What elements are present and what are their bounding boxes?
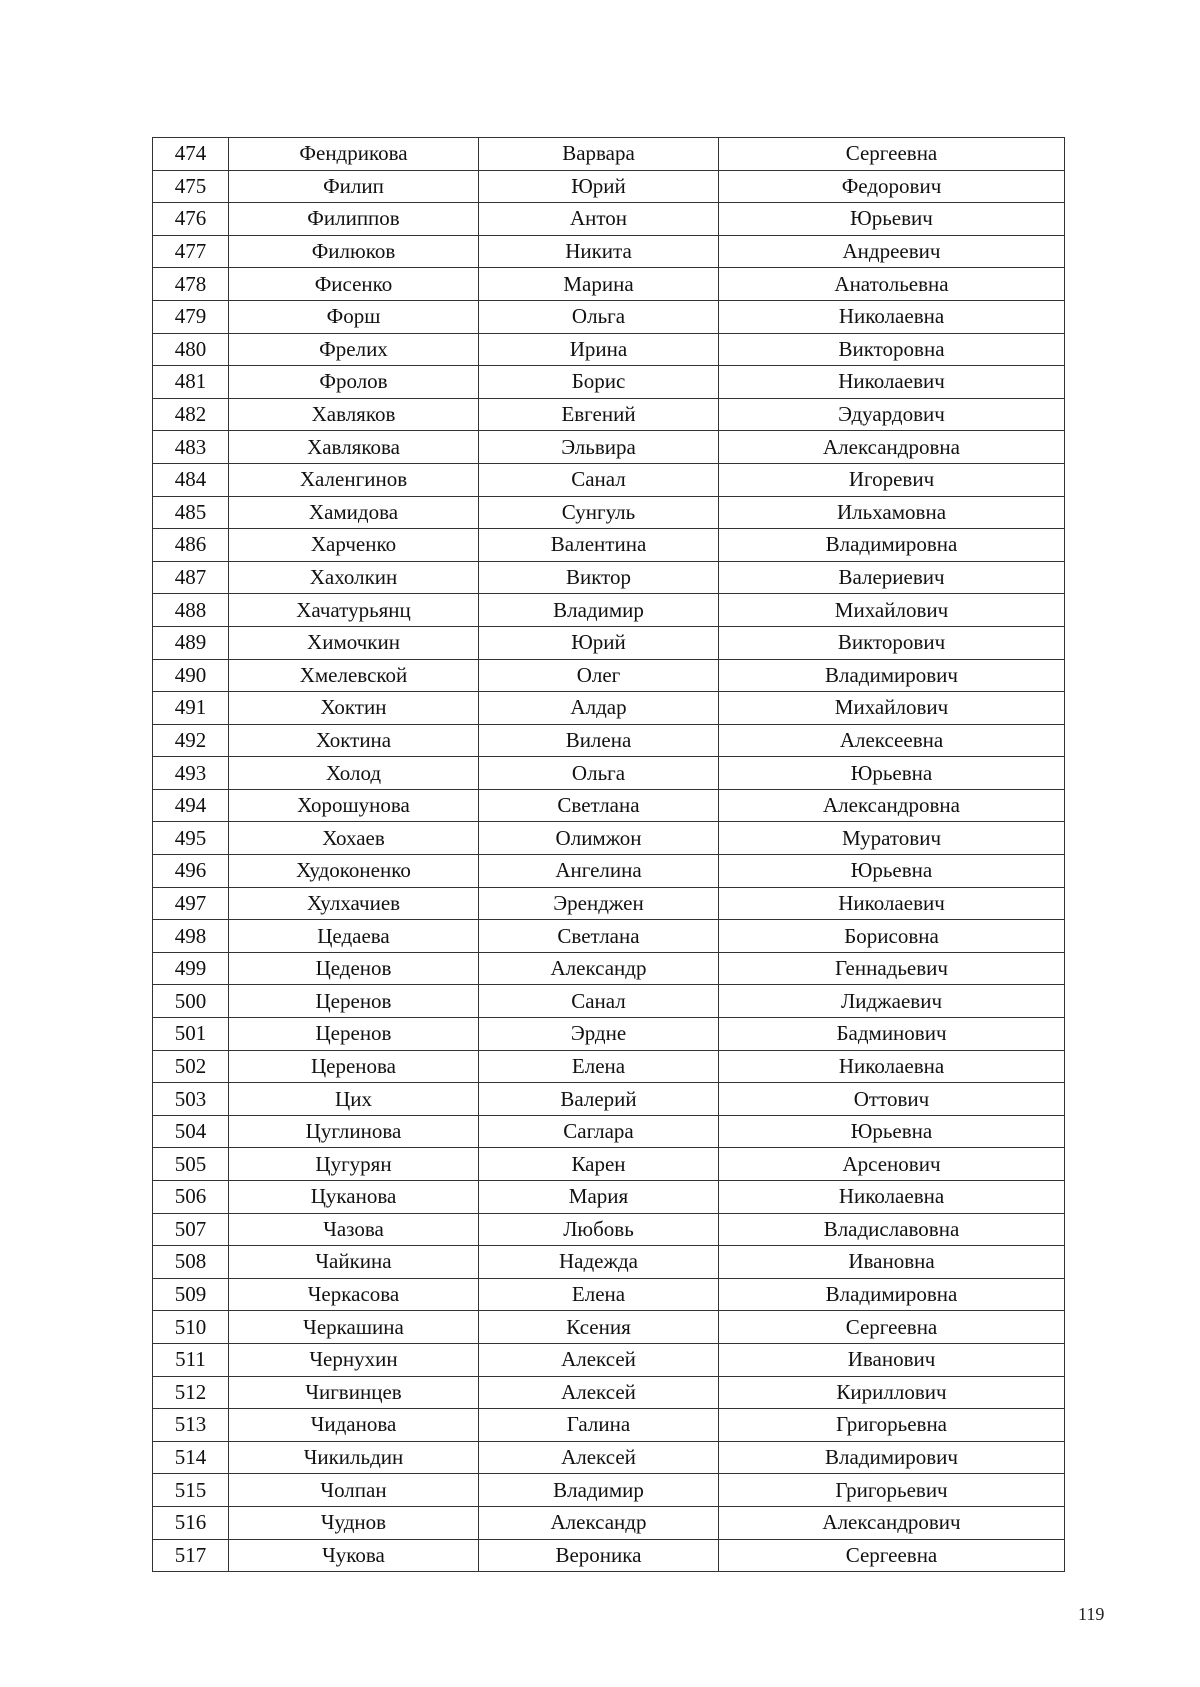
patronymic-cell: Николаевна <box>719 1181 1065 1214</box>
row-number-cell: 506 <box>153 1181 229 1214</box>
first-name-cell: Светлана <box>479 920 719 953</box>
row-number-cell: 477 <box>153 235 229 268</box>
page-number: 119 <box>1078 1604 1105 1624</box>
row-number-cell: 476 <box>153 203 229 236</box>
patronymic-cell: Юрьевна <box>719 757 1065 790</box>
table-row <box>153 398 1065 431</box>
table-row <box>153 1083 1065 1116</box>
table-row <box>153 594 1065 627</box>
patronymic-cell: Анатольевна <box>719 268 1065 301</box>
table-row <box>153 529 1065 562</box>
table-row <box>153 235 1065 268</box>
patronymic-cell: Сергеевна <box>719 1539 1065 1572</box>
table-row <box>153 855 1065 888</box>
row-number-cell: 494 <box>153 789 229 822</box>
first-name-cell: Олег <box>479 659 719 692</box>
last-name-cell: Чернухин <box>229 1343 479 1376</box>
table-row <box>153 1474 1065 1507</box>
first-name-cell: Эрдне <box>479 1018 719 1051</box>
row-number-cell: 515 <box>153 1474 229 1507</box>
table-row <box>153 1311 1065 1344</box>
table-row <box>153 431 1065 464</box>
row-number-cell: 493 <box>153 757 229 790</box>
patronymic-cell: Николаевна <box>719 1050 1065 1083</box>
patronymic-cell: Викторович <box>719 626 1065 659</box>
table-row <box>153 1441 1065 1474</box>
patronymic-cell: Николаевич <box>719 887 1065 920</box>
first-name-cell: Владимир <box>479 594 719 627</box>
first-name-cell: Мария <box>479 1181 719 1214</box>
row-number-cell: 509 <box>153 1278 229 1311</box>
first-name-cell: Галина <box>479 1409 719 1442</box>
table-row <box>153 985 1065 1018</box>
last-name-cell: Фендрикова <box>229 138 479 171</box>
last-name-cell: Хулхачиев <box>229 887 479 920</box>
row-number-cell: 481 <box>153 366 229 399</box>
table-row <box>153 659 1065 692</box>
row-number-cell: 507 <box>153 1213 229 1246</box>
table-row <box>153 692 1065 725</box>
last-name-cell: Худоконенко <box>229 855 479 888</box>
first-name-cell: Юрий <box>479 626 719 659</box>
table-row <box>153 1539 1065 1572</box>
last-name-cell: Церенов <box>229 1018 479 1051</box>
last-name-cell: Хахолкин <box>229 561 479 594</box>
table-row <box>153 1343 1065 1376</box>
last-name-cell: Цедаева <box>229 920 479 953</box>
table-row <box>153 1181 1065 1214</box>
row-number-cell: 508 <box>153 1246 229 1279</box>
last-name-cell: Чолпан <box>229 1474 479 1507</box>
row-number-cell: 498 <box>153 920 229 953</box>
patronymic-cell: Владимирович <box>719 1441 1065 1474</box>
patronymic-cell: Алексеевна <box>719 724 1065 757</box>
first-name-cell: Юрий <box>479 170 719 203</box>
last-name-cell: Чикильдин <box>229 1441 479 1474</box>
last-name-cell: Филип <box>229 170 479 203</box>
patronymic-cell: Владимирович <box>719 659 1065 692</box>
last-name-cell: Черкашина <box>229 1311 479 1344</box>
patronymic-cell: Лиджаевич <box>719 985 1065 1018</box>
patronymic-cell: Арсенович <box>719 1148 1065 1181</box>
roster-table <box>152 137 1065 1572</box>
table-row <box>153 1148 1065 1181</box>
first-name-cell: Алдар <box>479 692 719 725</box>
last-name-cell: Хамидова <box>229 496 479 529</box>
table-row <box>153 887 1065 920</box>
first-name-cell: Ангелина <box>479 855 719 888</box>
first-name-cell: Ольга <box>479 300 719 333</box>
table-row <box>153 1278 1065 1311</box>
row-number-cell: 505 <box>153 1148 229 1181</box>
first-name-cell: Никита <box>479 235 719 268</box>
first-name-cell: Надежда <box>479 1246 719 1279</box>
table-row <box>153 626 1065 659</box>
patronymic-cell: Ильхамовна <box>719 496 1065 529</box>
last-name-cell: Цуканова <box>229 1181 479 1214</box>
table-row <box>153 496 1065 529</box>
first-name-cell: Валентина <box>479 529 719 562</box>
table-row <box>153 333 1065 366</box>
row-number-cell: 511 <box>153 1343 229 1376</box>
patronymic-cell: Григорьевна <box>719 1409 1065 1442</box>
patronymic-cell: Михайлович <box>719 692 1065 725</box>
last-name-cell: Хачатурьянц <box>229 594 479 627</box>
first-name-cell: Елена <box>479 1278 719 1311</box>
patronymic-cell: Михайлович <box>719 594 1065 627</box>
patronymic-cell: Юрьевич <box>719 203 1065 236</box>
row-number-cell: 492 <box>153 724 229 757</box>
first-name-cell: Марина <box>479 268 719 301</box>
patronymic-cell: Оттович <box>719 1083 1065 1116</box>
table-row <box>153 789 1065 822</box>
row-number-cell: 514 <box>153 1441 229 1474</box>
last-name-cell: Харченко <box>229 529 479 562</box>
patronymic-cell: Александрович <box>719 1506 1065 1539</box>
patronymic-cell: Геннадьевич <box>719 952 1065 985</box>
row-number-cell: 496 <box>153 855 229 888</box>
last-name-cell: Филюков <box>229 235 479 268</box>
table-row <box>153 724 1065 757</box>
last-name-cell: Филиппов <box>229 203 479 236</box>
patronymic-cell: Юрьевна <box>719 855 1065 888</box>
last-name-cell: Чигвинцев <box>229 1376 479 1409</box>
last-name-cell: Фрелих <box>229 333 479 366</box>
first-name-cell: Светлана <box>479 789 719 822</box>
table-row <box>153 1115 1065 1148</box>
row-number-cell: 488 <box>153 594 229 627</box>
patronymic-cell: Александровна <box>719 789 1065 822</box>
patronymic-cell: Кириллович <box>719 1376 1065 1409</box>
table-row <box>153 203 1065 236</box>
last-name-cell: Холод <box>229 757 479 790</box>
table-row <box>153 366 1065 399</box>
row-number-cell: 484 <box>153 463 229 496</box>
first-name-cell: Антон <box>479 203 719 236</box>
last-name-cell: Хохаев <box>229 822 479 855</box>
table-row <box>153 757 1065 790</box>
row-number-cell: 478 <box>153 268 229 301</box>
row-number-cell: 475 <box>153 170 229 203</box>
last-name-cell: Фисенко <box>229 268 479 301</box>
row-number-cell: 512 <box>153 1376 229 1409</box>
first-name-cell: Алексей <box>479 1376 719 1409</box>
row-number-cell: 485 <box>153 496 229 529</box>
row-number-cell: 501 <box>153 1018 229 1051</box>
row-number-cell: 503 <box>153 1083 229 1116</box>
table-row <box>153 170 1065 203</box>
row-number-cell: 474 <box>153 138 229 171</box>
patronymic-cell: Владиславовна <box>719 1213 1065 1246</box>
first-name-cell: Виктор <box>479 561 719 594</box>
row-number-cell: 491 <box>153 692 229 725</box>
first-name-cell: Саглара <box>479 1115 719 1148</box>
table-row <box>153 1409 1065 1442</box>
patronymic-cell: Иванович <box>719 1343 1065 1376</box>
table-row <box>153 1213 1065 1246</box>
last-name-cell: Чазова <box>229 1213 479 1246</box>
last-name-cell: Фролов <box>229 366 479 399</box>
last-name-cell: Цеденов <box>229 952 479 985</box>
row-number-cell: 500 <box>153 985 229 1018</box>
table-row <box>153 1246 1065 1279</box>
patronymic-cell: Владимировна <box>719 529 1065 562</box>
patronymic-cell: Борисовна <box>719 920 1065 953</box>
first-name-cell: Эльвира <box>479 431 719 464</box>
row-number-cell: 490 <box>153 659 229 692</box>
patronymic-cell: Муратович <box>719 822 1065 855</box>
table-row <box>153 1050 1065 1083</box>
table-row <box>153 300 1065 333</box>
first-name-cell: Алексей <box>479 1343 719 1376</box>
patronymic-cell: Бадминович <box>719 1018 1065 1051</box>
patronymic-cell: Владимировна <box>719 1278 1065 1311</box>
first-name-cell: Александр <box>479 1506 719 1539</box>
first-name-cell: Вероника <box>479 1539 719 1572</box>
table-row <box>153 920 1065 953</box>
last-name-cell: Чайкина <box>229 1246 479 1279</box>
last-name-cell: Цугурян <box>229 1148 479 1181</box>
last-name-cell: Церенов <box>229 985 479 1018</box>
table-row <box>153 561 1065 594</box>
patronymic-cell: Викторовна <box>719 333 1065 366</box>
patronymic-cell: Григорьевич <box>719 1474 1065 1507</box>
last-name-cell: Химочкин <box>229 626 479 659</box>
first-name-cell: Борис <box>479 366 719 399</box>
table-row <box>153 952 1065 985</box>
first-name-cell: Александр <box>479 952 719 985</box>
first-name-cell: Карен <box>479 1148 719 1181</box>
first-name-cell: Ольга <box>479 757 719 790</box>
table-row <box>153 1376 1065 1409</box>
first-name-cell: Любовь <box>479 1213 719 1246</box>
patronymic-cell: Николаевич <box>719 366 1065 399</box>
first-name-cell: Алексей <box>479 1441 719 1474</box>
roster-body <box>153 138 1065 1572</box>
patronymic-cell: Ивановна <box>719 1246 1065 1279</box>
last-name-cell: Хорошунова <box>229 789 479 822</box>
table-row <box>153 1018 1065 1051</box>
last-name-cell: Чуднов <box>229 1506 479 1539</box>
first-name-cell: Санал <box>479 463 719 496</box>
row-number-cell: 489 <box>153 626 229 659</box>
table-row <box>153 1506 1065 1539</box>
row-number-cell: 483 <box>153 431 229 464</box>
first-name-cell: Сунгуль <box>479 496 719 529</box>
first-name-cell: Санал <box>479 985 719 1018</box>
row-number-cell: 513 <box>153 1409 229 1442</box>
first-name-cell: Варвара <box>479 138 719 171</box>
row-number-cell: 502 <box>153 1050 229 1083</box>
table-row <box>153 463 1065 496</box>
patronymic-cell: Сергеевна <box>719 138 1065 171</box>
first-name-cell: Евгений <box>479 398 719 431</box>
patronymic-cell: Эдуардович <box>719 398 1065 431</box>
patronymic-cell: Юрьевна <box>719 1115 1065 1148</box>
last-name-cell: Черкасова <box>229 1278 479 1311</box>
table-row <box>153 138 1065 171</box>
patronymic-cell: Андреевич <box>719 235 1065 268</box>
last-name-cell: Цуглинова <box>229 1115 479 1148</box>
first-name-cell: Ирина <box>479 333 719 366</box>
row-number-cell: 510 <box>153 1311 229 1344</box>
last-name-cell: Чиданова <box>229 1409 479 1442</box>
patronymic-cell: Игоревич <box>719 463 1065 496</box>
table-row <box>153 822 1065 855</box>
last-name-cell: Хавлякова <box>229 431 479 464</box>
last-name-cell: Форш <box>229 300 479 333</box>
row-number-cell: 495 <box>153 822 229 855</box>
last-name-cell: Хоктин <box>229 692 479 725</box>
row-number-cell: 480 <box>153 333 229 366</box>
patronymic-cell: Александровна <box>719 431 1065 464</box>
first-name-cell: Владимир <box>479 1474 719 1507</box>
row-number-cell: 479 <box>153 300 229 333</box>
first-name-cell: Валерий <box>479 1083 719 1116</box>
row-number-cell: 487 <box>153 561 229 594</box>
first-name-cell: Елена <box>479 1050 719 1083</box>
first-name-cell: Олимжон <box>479 822 719 855</box>
table-row <box>153 268 1065 301</box>
patronymic-cell: Валериевич <box>719 561 1065 594</box>
last-name-cell: Халенгинов <box>229 463 479 496</box>
last-name-cell: Цих <box>229 1083 479 1116</box>
row-number-cell: 486 <box>153 529 229 562</box>
last-name-cell: Чукова <box>229 1539 479 1572</box>
row-number-cell: 504 <box>153 1115 229 1148</box>
first-name-cell: Вилена <box>479 724 719 757</box>
row-number-cell: 482 <box>153 398 229 431</box>
patronymic-cell: Федорович <box>719 170 1065 203</box>
row-number-cell: 499 <box>153 952 229 985</box>
last-name-cell: Церенова <box>229 1050 479 1083</box>
last-name-cell: Хавляков <box>229 398 479 431</box>
patronymic-cell: Сергеевна <box>719 1311 1065 1344</box>
first-name-cell: Эренджен <box>479 887 719 920</box>
last-name-cell: Хоктина <box>229 724 479 757</box>
last-name-cell: Хмелевской <box>229 659 479 692</box>
row-number-cell: 517 <box>153 1539 229 1572</box>
row-number-cell: 516 <box>153 1506 229 1539</box>
row-number-cell: 497 <box>153 887 229 920</box>
patronymic-cell: Николаевна <box>719 300 1065 333</box>
first-name-cell: Ксения <box>479 1311 719 1344</box>
